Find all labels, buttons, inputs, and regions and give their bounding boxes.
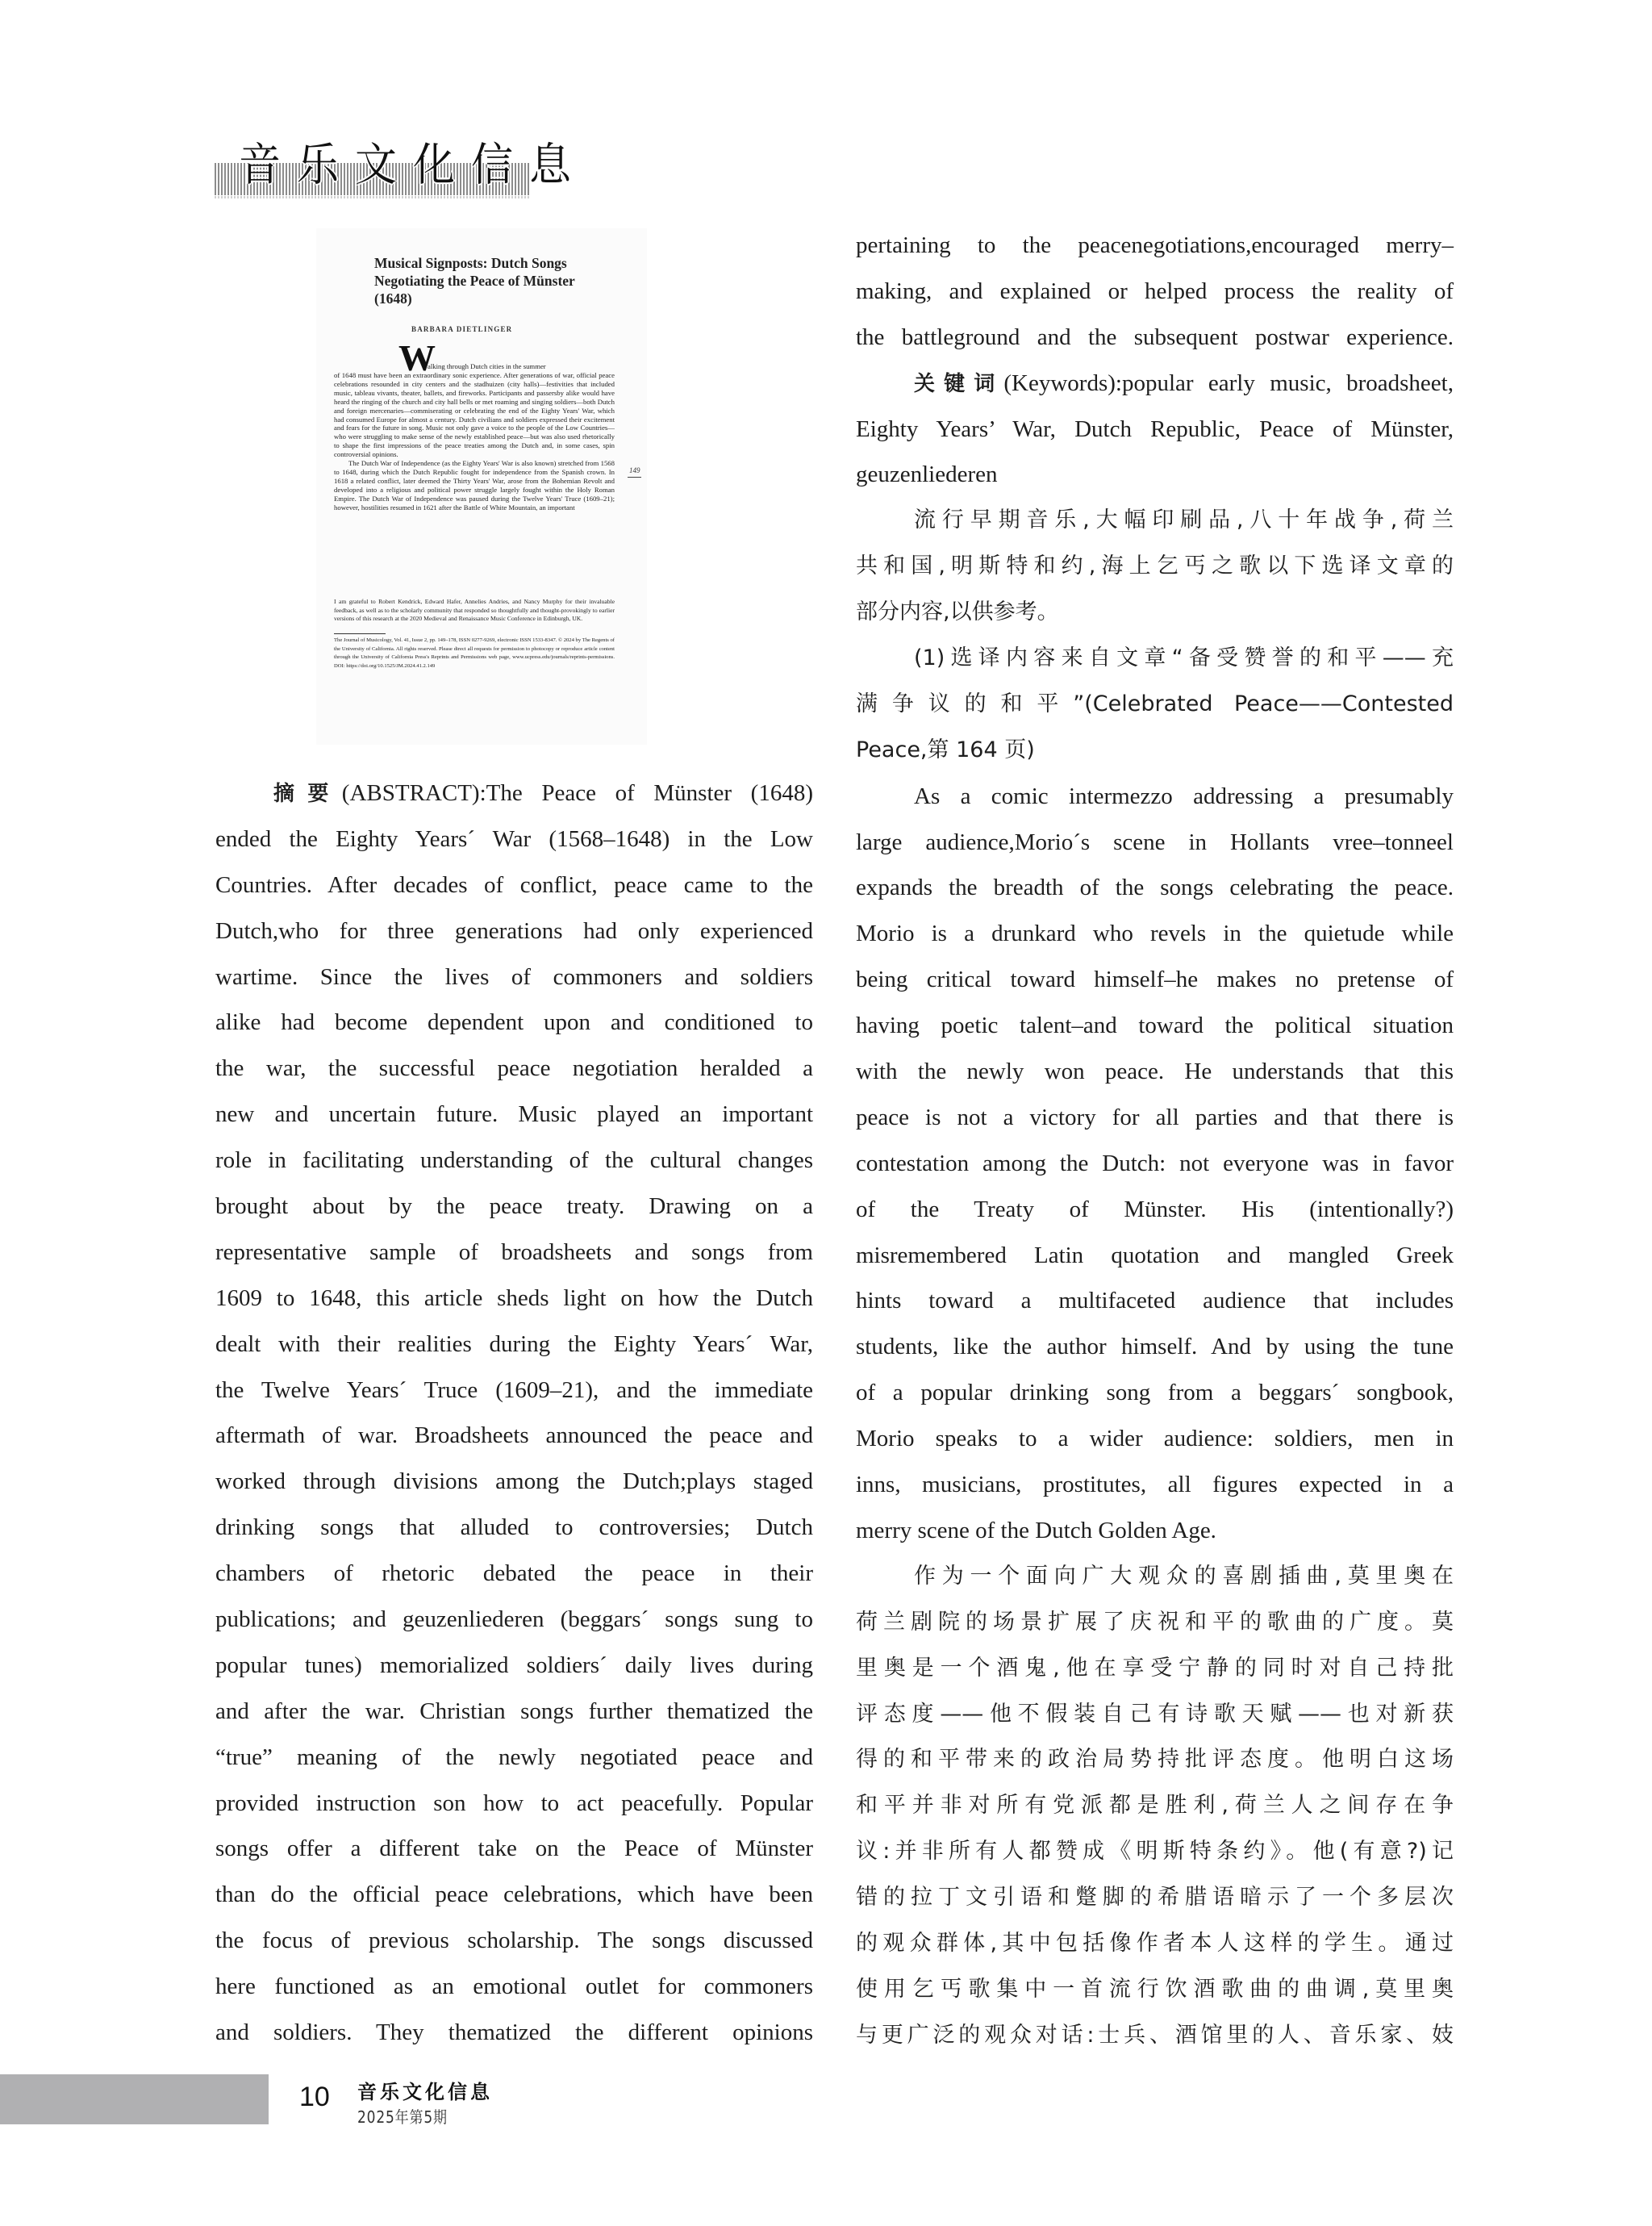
keywords-cn-line: 共和国,明斯特和约,海上乞丐之歌以下选译文章的 bbox=[856, 553, 1454, 579]
abstract-line: wartime. Since the lives of commoners and soldiers bbox=[215, 963, 813, 990]
abstract-line: songs offer a different take on the Peace of Münster bbox=[215, 1836, 813, 1862]
excerpt-en-line: large audience,Morio´s scene in Hollants vree–tonneel bbox=[856, 829, 1454, 855]
scan-acknowledgment: I am grateful to Robert Kendrick, Edward Hafer, Annelies Andries, and Nancy Murphy for their invaluable feedback, as well as to the scholarly community that responded so thoughtfully and thought-provokingly to earlier versions of this research at the 2020 Medieval and Renaissance Music Conference in Edinburgh, UK. bbox=[334, 598, 615, 622]
abstract-line: the battleground and the subsequent postwar experience. bbox=[856, 324, 1454, 350]
excerpt-cn-line: 作为一个面向广大观众的喜剧插曲,莫里奥在 bbox=[914, 1563, 1454, 1589]
article-scan-image bbox=[316, 228, 647, 745]
excerpt-en-line: Morio is a drunkard who revels in the quietude while bbox=[856, 921, 1454, 947]
excerpt-en-line: contestation among the Dutch: not everyone was in favor bbox=[856, 1150, 1454, 1176]
keywords-cn-line: 部分内容,以供参考。 bbox=[856, 599, 1059, 625]
section-title: 音乐文化信息 bbox=[239, 139, 588, 192]
abstract-line: the focus of previous scholarship. The songs discussed bbox=[215, 1927, 813, 1954]
excerpt-en-line: of the Treaty of Münster. His (intentionally?) bbox=[856, 1196, 1454, 1222]
scan-author: BARBARA DIETLINGER bbox=[411, 325, 513, 333]
scan-first-line: alking through Dutch cities in the summer bbox=[428, 362, 546, 370]
excerpt-en-line: As a comic intermezzo addressing a presumably bbox=[914, 783, 1454, 809]
scan-footnote-rule bbox=[334, 633, 386, 634]
scan-paragraph: The Dutch War of Independence (as the Eighty Years' War is also known) stretched from 1568 to 1648, during which the Dutch Republic fought for independence from the Spanish crown. In 1618 a related conflict, later deemed the Thirty Years' War, arose from the Bohemian Revolt and developed into a religious and political power struggle largely fought within the Holy Roman Empire. The Dutch War of Independence was paused during the Twelve Years' Truce (1609–21); however, hostilities resumed in 1621 after the Battle of White Mountain, an important bbox=[334, 459, 615, 512]
excerpt-cn-line: 荷兰剧院的场景扩展了庆祝和平的歌曲的广度。莫 bbox=[856, 1609, 1454, 1635]
abstract-line: dealt with their realities during the Eighty Years´ War, bbox=[215, 1330, 813, 1357]
keywords-line: geuzenliederen bbox=[856, 461, 998, 488]
abstract-line: Countries. After decades of conflict, peace came to the bbox=[215, 871, 813, 898]
abstract-line: worked through divisions among the Dutch;plays staged bbox=[215, 1468, 813, 1495]
abstract-line: “true” meaning of the newly negotiated peace and bbox=[215, 1744, 813, 1770]
abstract-line: alike had become dependent upon and conditioned to bbox=[215, 1009, 813, 1036]
footer-page-number: 10 bbox=[299, 2082, 330, 2112]
left-column bbox=[215, 771, 813, 2056]
abstract-line: representative sample of broadsheets and songs from bbox=[215, 1238, 813, 1265]
excerpt-en-line: of a popular drinking song from a beggars´ songbook, bbox=[856, 1380, 1454, 1406]
abstract-line: brought about by the peace treaty. Drawing on a bbox=[215, 1193, 813, 1220]
source-note-line: 满争议的和平”(Celebrated Peace——Contested bbox=[856, 691, 1454, 716]
abstract-line: popular tunes) memorialized soldiers´ daily lives during bbox=[215, 1652, 813, 1678]
keywords-label: 关键词 bbox=[914, 371, 1004, 396]
excerpt-en-line: peace is not a victory for all parties and that there is bbox=[856, 1104, 1454, 1130]
excerpt-cn-line: 的观众群体,其中包括像作者本人这样的学生。通过 bbox=[856, 1930, 1454, 1956]
excerpt-cn-line: 得的和平带来的政治局势持批评态度。他明白这场 bbox=[856, 1747, 1454, 1773]
scan-paragraph: of 1648 must have been an extraordinary sonic experience. After generations of war, official peace celebrations resounded in city centers and the stadhuizen (city halls)—festivities that included music, tableau vivants, theater, ballets, and fireworks. Participants and passersby alike would have heard the ringing of the church and city hall bells or met roaming and singing soldiers—both Dutch and foreign mercenaries—commiserating or celebrating the end of the Eighty Years' War, which had consumed Europe for almost a century. Dutch civilians and soldiers expressed their excitement and fears for the future in song. Music not only gave a voice to the people of the Low Countries—who were struggling to make sense of the newly established peace—but was also used rhetorically to shape the first impressions of the peace treaties among the Dutch and, in some cases, spin controversial opinions. bbox=[334, 371, 615, 459]
abstract-line: aftermath of war. Broadsheets announced the peace and bbox=[215, 1422, 813, 1449]
text-span: (ABSTRACT):The Peace of Münster (1648) bbox=[341, 780, 813, 806]
abstract-line: the Twelve Years´ Truce (1609–21), and the immediate bbox=[215, 1376, 813, 1403]
keywords-line: Eighty Years’ War, Dutch Republic, Peace of Münster, bbox=[856, 416, 1454, 442]
excerpt-cn-line: 和平并非对所有党派都是胜利,荷兰人之间存在争 bbox=[856, 1793, 1454, 1819]
abstract-line: pertaining to the peacenegotiations,encouraged merry– bbox=[856, 232, 1454, 258]
excerpt-cn-line: 议:并非所有人都赞成《明斯特条约》。他(有意?)记 bbox=[856, 1839, 1454, 1865]
excerpt-cn-line: 与更广泛的观众对话:士兵、酒馆里的人、音乐家、妓 bbox=[856, 2022, 1454, 2048]
excerpt-en-line: being critical toward himself–he makes no pretense of bbox=[856, 967, 1454, 993]
abstract-line: and after the war. Christian songs further thematized the bbox=[215, 1698, 813, 1724]
abstract-line: provided instruction son how to act peacefully. Popular bbox=[215, 1790, 813, 1816]
scan-article-title: Musical Signposts: Dutch Songs Negotiating the Peace of Münster (1648) bbox=[374, 255, 575, 307]
source-note-line: Peace,第 164 页) bbox=[856, 737, 1035, 762]
abstract-line: here functioned as an emotional outlet for commoners bbox=[215, 1973, 813, 2000]
abstract-line: new and uncertain future. Music played an important bbox=[215, 1101, 813, 1128]
source-note-line: (1)选译内容来自文章“备受赞誉的和平——充 bbox=[914, 645, 1454, 671]
footer-bar bbox=[0, 2074, 269, 2124]
section-header-band-shadow bbox=[215, 196, 531, 198]
keywords-cn-line: 流行早期音乐,大幅印刷品,八十年战争,荷兰 bbox=[914, 507, 1454, 533]
abstract-line: and soldiers. They thematized the different opinions bbox=[215, 2019, 813, 2046]
excerpt-cn-line: 里奥是一个酒鬼,他在享受宁静的同时对自己持批 bbox=[856, 1655, 1454, 1681]
excerpt-en-line: students, like the author himself. And by using the tune bbox=[856, 1334, 1454, 1360]
abstract-line: ended the Eighty Years´ War (1568–1648) in the Low bbox=[215, 825, 813, 852]
excerpt-cn-line: 使用乞丐歌集中一首流行饮酒歌曲的曲调,莫里奥 bbox=[856, 1976, 1454, 2002]
abstract-line: role in facilitating understanding of the cultural changes bbox=[215, 1147, 813, 1174]
scan-journal-info: The Journal of Musicology, Vol. 41, Issue 2, pp. 149–178, ISSN 0277-9269, electronic ISSN 1533-8347. © 2024 by The Regents of the University of California. All rights reserved. Please direct all requests for permission to photocopy or reproduce article content through the University of California Press's Reprints and Permissions web page, www.ucpress.edu/journals/reprints-permissions. DOI: https://doi.org/10.1525/JM.2024.41.2.149 bbox=[334, 637, 615, 669]
excerpt-en-line: having poetic talent–and toward the political situation bbox=[856, 1013, 1454, 1039]
abstract-line: 1609 to 1648, this article sheds light on how the Dutch bbox=[215, 1284, 813, 1311]
footer-issue: 2025年第5期 bbox=[357, 2107, 448, 2127]
excerpt-en-line: with the newly won peace. He understands that this bbox=[856, 1059, 1454, 1085]
excerpt-en-line: hints toward a multifaceted audience that includes bbox=[856, 1288, 1454, 1314]
scan-page-rule bbox=[628, 477, 641, 478]
excerpt-en-line: expands the breadth of the songs celebrating the peace. bbox=[856, 875, 1454, 901]
scan-page-number: 149 bbox=[629, 466, 640, 474]
excerpt-en-line: merry scene of the Dutch Golden Age. bbox=[856, 1517, 1216, 1543]
abstract-line: Dutch,who for three generations had only experienced bbox=[215, 917, 813, 944]
abstract-line: publications; and geuzenliederen (beggars´ songs sung to bbox=[215, 1606, 813, 1633]
footer-magazine-name: 音乐文化信息 bbox=[357, 2080, 493, 2103]
scan-drop-cap: W bbox=[398, 337, 436, 378]
abstract-line: making, and explained or helped process the reality of bbox=[856, 278, 1454, 304]
excerpt-en-line: inns, musicians, prostitutes, all figures expected in a bbox=[856, 1472, 1454, 1498]
keywords-line bbox=[856, 361, 1454, 407]
scan-body bbox=[334, 357, 615, 512]
text-span: (Keywords):popular early music, broadsheet, bbox=[1003, 370, 1454, 396]
abstract-line: the war, the successful peace negotiation heralded a bbox=[215, 1055, 813, 1082]
abstract-line bbox=[215, 771, 813, 816]
excerpt-en-line: Morio speaks to a wider audience: soldiers, men in bbox=[856, 1426, 1454, 1452]
excerpt-cn-line: 错的拉丁文引语和蹩脚的希腊语暗示了一个多层次 bbox=[856, 1885, 1454, 1911]
excerpt-en-line: misremembered Latin quotation and mangled Greek bbox=[856, 1242, 1454, 1268]
abstract-label: 摘要 bbox=[273, 782, 342, 806]
abstract-line: drinking songs that alluded to controversies; Dutch bbox=[215, 1514, 813, 1541]
abstract-line: chambers of rhetoric debated the peace in their bbox=[215, 1560, 813, 1587]
right-column bbox=[856, 223, 1454, 2059]
excerpt-cn-line: 评态度——他不假装自己有诗歌天赋——也对新获 bbox=[856, 1701, 1454, 1727]
abstract-line: than do the official peace celebrations, which have been bbox=[215, 1881, 813, 1908]
